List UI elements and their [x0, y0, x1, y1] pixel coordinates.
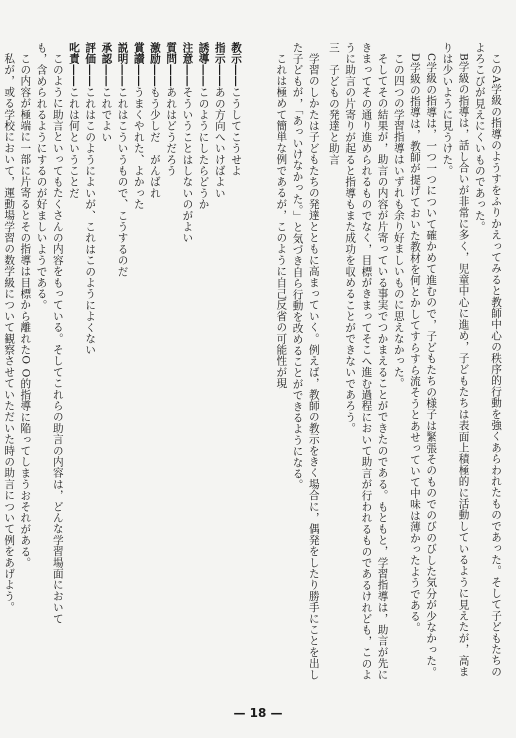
right-text-block — [266, 42, 504, 682]
definition-line: 説明――これはこういうもので、こうするのだ — [116, 42, 129, 278]
paragraph: D学級の指導は，教師が提げておいた教材を何とかしてすらすら流そうとあせっていて中味は薄かったようである。 — [408, 52, 421, 633]
definition-line: 教示――こうしてこうせよ — [230, 42, 242, 177]
paragraph: このように助言といってもたくさんの内容をもっている。そしてこれらの助言の内容は，どんな学習場面においても，含められるようにするのが好ましいようである。 — [35, 42, 64, 624]
definition-line: 指示――あの方向へいけばよい — [213, 42, 226, 199]
paragraph: これは極めて簡単な例であるが，このように自己反省の可能性が現 — [275, 52, 288, 389]
paragraph: この内容が極端に一部に片寄るとその指導は目標から離れたO O的指導に陥ってしまうおそれがある。 — [19, 52, 32, 568]
definition-line: 誘導――このようにしたらどうか — [197, 42, 210, 210]
definition-line: 叱責――これは何ということだ — [67, 42, 80, 199]
paragraph: この四つの学習指導はいずれも余り好ましいものに思えなかった。 — [392, 52, 405, 389]
paragraph: そしてその結果が，助言の内容が片寄っている事実でつかまえることができたのである。もともと，学習指導は，助言が先にきまってその通り進められるものでなく，目標がきまってそこへ進む過程において助言が行われるものであるけれども，このように助言の片寄りが起ると指導もまた成功を収めることができないであろう。 — [344, 42, 389, 681]
paragraph: B学級の指導は，話し合いが非常に多く，児童中心に進め，子どもたちは表面上積極的に活動しているように見えたが，高まりは少いように見うけた。 — [441, 42, 470, 677]
paragraph: 私が，或る学校において，運動場学習の数学級について観察させていただいた時の助言について例をあげよう。 — [3, 52, 16, 613]
left-text-block — [3, 42, 244, 638]
paragraph: C学級の指導は，一つ一つについて確かめて進むので，子どもたちの様子は緊張そのものでのびのびした気分が少なかった。 — [425, 52, 438, 678]
paragraph: このA学級の指導のようすをふりかえってみると教師中心の秩序的行動を強くあらわれたものであった。そして子どもたちのよろこびが見えにくいものであった。 — [473, 42, 502, 677]
definition-line: 承認――これでよい — [100, 42, 113, 143]
page-number: — 18 — — [233, 706, 283, 720]
definition-line: 賞讃――うまくやれた、よかった — [132, 42, 145, 210]
definition-line: 質問――あれはどうだろう — [165, 42, 178, 177]
section-heading: 三 子どもの発達と助言 — [327, 42, 340, 166]
definition-line: 注意――そういうことはしないのがよい — [181, 42, 194, 244]
definition-line: 激励――もう少しだ がんばれ — [148, 42, 161, 199]
paragraph: 学習のしかたは子どもたちの発達とともに高まっていく。例えば，教師の教示をきく場合に，偶発をしたり勝手にことを出した子どもが，「あっいけなかった。」と気づき自ら行動を改めることができるようになる。 — [291, 42, 320, 680]
definition-line: 評価――これはこのようによいが、これはこのようによくない — [84, 42, 97, 356]
